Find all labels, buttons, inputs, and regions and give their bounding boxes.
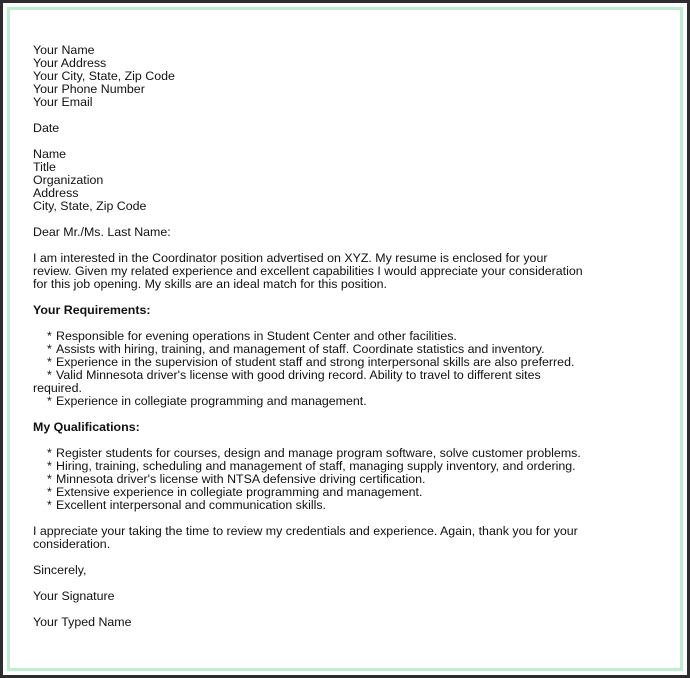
recipient-city-state-zip: City, State, Zip Code [33, 199, 147, 213]
typed-name: Your Typed Name [33, 615, 132, 629]
list-item: * Valid Minnesota driver's license with good driving record. Ability to travel to different sites [33, 369, 653, 382]
recipient-organization: Organization [33, 173, 104, 187]
list-item: * Minnesota driver's license with NTSA defensive driving certification. [33, 473, 653, 486]
list-item: * Extensive experience in collegiate programming and management. [33, 486, 653, 499]
sender-city-state-zip: Your City, State, Zip Code [33, 69, 175, 83]
list-item: * Excellent interpersonal and communication skills. [33, 499, 653, 512]
requirements-list [33, 330, 653, 382]
signature: Your Signature [33, 589, 115, 603]
list-item: * Experience in collegiate programming and management. [33, 395, 653, 408]
letter-date: Date [33, 121, 60, 135]
sender-phone: Your Phone Number [33, 82, 145, 96]
requirements-heading: Your Requirements: [33, 303, 151, 317]
sender-address: Your Address [33, 56, 107, 70]
recipient-block [33, 148, 653, 213]
intro-line: for this job opening. My skills are an ideal match for this position. [33, 277, 387, 291]
list-item-continuation: required. [33, 381, 82, 395]
requirements-list-cont [33, 395, 653, 408]
sender-email: Your Email [33, 95, 93, 109]
salutation: Dear Mr./Ms. Last Name: [33, 225, 171, 239]
recipient-name: Name [33, 147, 67, 161]
intro-line: review. Given my related experience and excellent capabilities I would appreciate your consideration [33, 264, 583, 278]
intro-paragraph [33, 252, 653, 291]
qualifications-heading: My Qualifications: [33, 420, 140, 434]
list-item: * Responsible for evening operations in Student Center and other facilities. [33, 330, 653, 343]
sender-name: Your Name [33, 43, 95, 57]
recipient-title: Title [33, 160, 56, 174]
intro-line: I am interested in the Coordinator position advertised on XYZ. My resume is enclosed for your [33, 251, 548, 265]
closing-line: consideration. [33, 537, 111, 551]
closing-line: I appreciate your taking the time to review my credentials and experience. Again, thank you for your [33, 524, 578, 538]
list-item: * Hiring, training, scheduling and management of staff, managing supply inventory, and ordering. [33, 460, 653, 473]
sender-block [33, 44, 653, 109]
sign-off: Sincerely, [33, 563, 87, 577]
list-item: * Assists with hiring, training, and management of staff. Coordinate statistics and inventory. [33, 343, 653, 356]
qualifications-list [33, 447, 653, 512]
closing-paragraph [33, 525, 653, 551]
list-item: * Register students for courses, design and manage program software, solve customer problems. [33, 447, 653, 460]
cover-letter [33, 44, 653, 629]
recipient-address: Address [33, 186, 79, 200]
list-item: * Experience in the supervision of student staff and strong interpersonal skills are also preferred. [33, 356, 653, 369]
